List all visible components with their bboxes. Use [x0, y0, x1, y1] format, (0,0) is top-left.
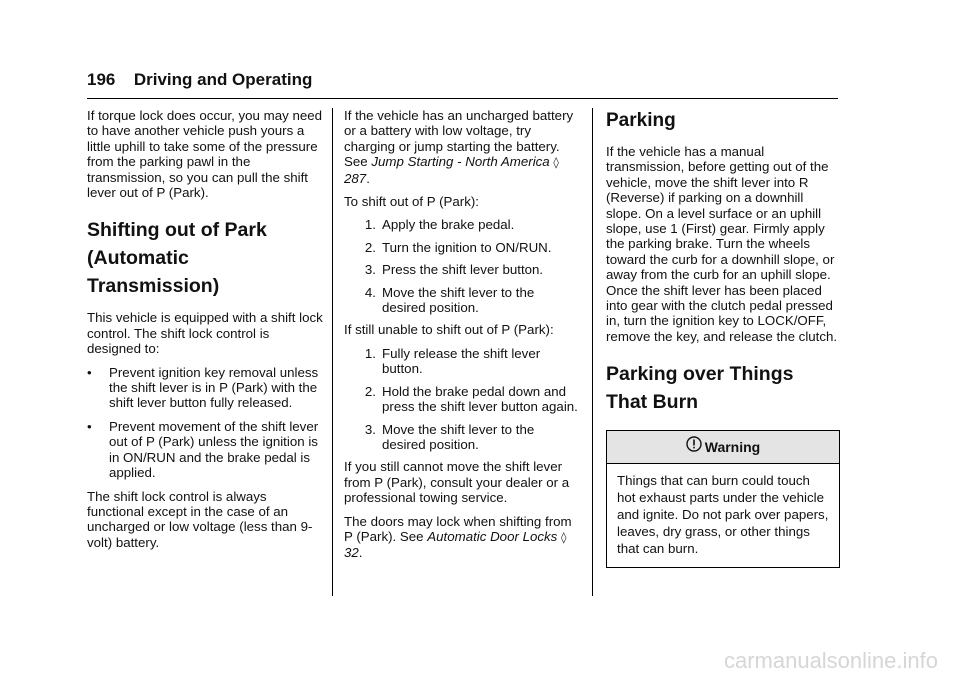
automatic-door-locks-link[interactable]: Automatic Door Locks	[427, 528, 558, 544]
shift-lock-paragraph: This vehicle is equipped with a shift lock control. The shift lock control is designed to:	[87, 310, 323, 357]
page-ref-icon: ◊	[553, 156, 559, 170]
page-header	[87, 70, 838, 99]
list-item: 1. Apply the brake pedal.	[364, 217, 515, 233]
section-title: Driving and Operating	[133, 70, 313, 89]
door-lock-paragraph: The doors may lock when shifting from P (Park). See Automatic Door Locks ◊ 32.	[344, 513, 572, 561]
list-item: 3. Move the shift lever to the desired position.	[364, 421, 535, 452]
list-item: 2. Turn the ignition to ON/RUN.	[364, 239, 552, 255]
warning-text: Things that can burn could touch hot exhaust parts under the vehicle and ignite. Do not park over papers, leaves, dry grass, or other things that can burn.	[617, 473, 829, 557]
bullet-marker: •	[87, 364, 92, 380]
list-item	[87, 365, 323, 411]
uncharged-battery-paragraph: If the vehicle has an uncharged battery or a battery with low voltage, try charging or jump starting the battery. See Jump Starting - North America ◊ 287.	[344, 108, 574, 186]
warning-icon	[686, 431, 702, 463]
towing-paragraph: If you still cannot move the shift lever from P (Park), consult your dealer or a professional towing service.	[344, 459, 570, 506]
page-number: 196	[87, 70, 116, 89]
list-item: 4. Move the shift lever to the desired position.	[364, 284, 535, 316]
heading-parking-over-things: Parking over Things That Burn	[606, 363, 794, 414]
warning-title: Warning	[704, 439, 761, 456]
bullet-marker: •	[87, 418, 92, 434]
page-ref-icon: ◊	[561, 530, 567, 544]
page-ref-number[interactable]: 32	[344, 545, 359, 561]
heading-parking: Parking	[606, 110, 676, 131]
steps2-intro: If still unable to shift out of P (Park):	[344, 322, 554, 338]
warning-header	[607, 431, 839, 464]
heading-shifting-out-of-park: Shifting out of Park (Automatic Transmission)	[87, 219, 267, 298]
warning-box	[606, 430, 840, 568]
parking-paragraph: If the vehicle has a manual transmission, before getting out of the vehicle, move the shift lever into R (Reverse) if parking on a downhill slope. On a level surface or an uphill slope, use 1 (First) gear. Firmly apply the parking brake. Turn the wheels toward the curb for a downhill slope, or away from the curb for an uphill slope. Once the shift lever has been placed into gear with the clutch pedal pressed in, turn the ignition key to LOCK/OFF, remove the key, and release the clutch.	[606, 144, 838, 344]
list-item: 3. Press the shift lever button.	[364, 262, 544, 278]
column-divider	[592, 108, 593, 596]
steps-intro: To shift out of P (Park):	[344, 194, 479, 210]
list-item: 1. Fully release the shift lever button.	[364, 345, 541, 377]
column-right	[606, 108, 840, 568]
watermark	[0, 640, 960, 678]
column-divider	[332, 108, 333, 596]
column-middle	[344, 108, 580, 569]
page-ref-number[interactable]: 287	[344, 170, 367, 186]
shift-lock-functional-paragraph: The shift lock control is always functional except in the case of an uncharged or low voltage (less than 9-volt) battery.	[87, 488, 313, 550]
list-item: 2. Hold the brake pedal down and press the shift lever button again.	[364, 383, 578, 415]
bullet-text: Prevent ignition key removal unless the shift lever is in P (Park) with the shift lever button fully released.	[109, 364, 319, 411]
list-item	[87, 419, 323, 481]
torque-lock-paragraph: If torque lock does occur, you may need to have another vehicle push yours a little uphill to take some of the pressure from the parking pawl in the transmission, so you can pull the shift lever out of P (Park).	[87, 108, 323, 201]
jump-starting-link[interactable]: Jump Starting - North America	[371, 154, 550, 170]
bullet-text: Prevent movement of the shift lever out of P (Park) unless the ignition is in ON/RUN and the brake pedal is applied.	[109, 418, 319, 481]
column-left	[87, 108, 323, 558]
watermark-text: carmanualsonline.info	[723, 648, 938, 673]
